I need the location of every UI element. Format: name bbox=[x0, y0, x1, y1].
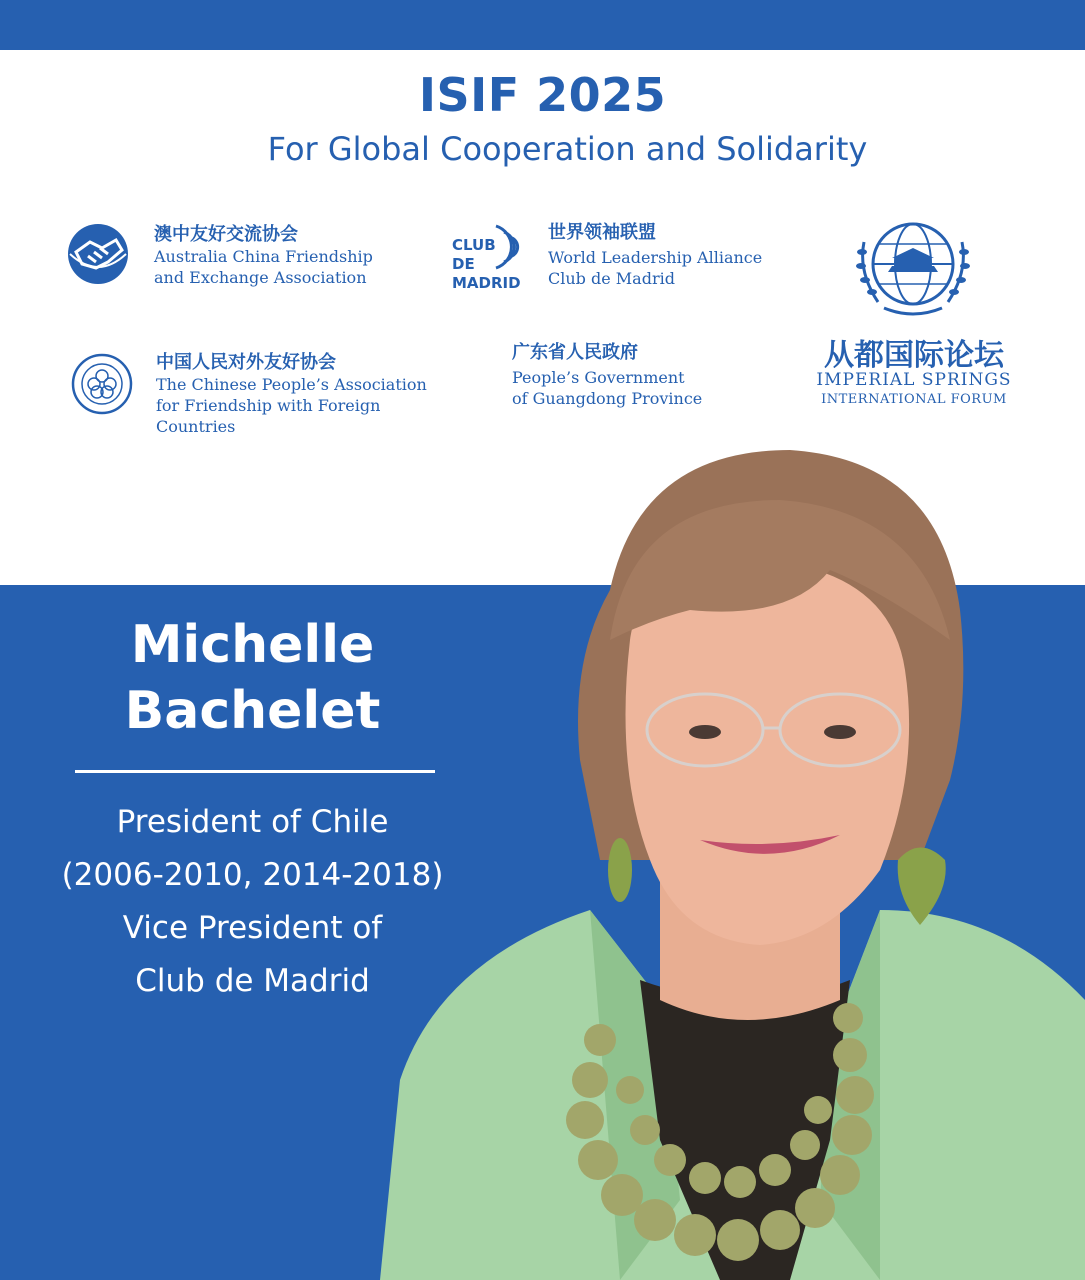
cpaffc-chinese-name: 中国人民对外友好协会 bbox=[156, 352, 336, 373]
acfea-chinese-name: 澳中友好交流协会 bbox=[154, 224, 298, 245]
speaker-role-line4: Club de Madrid bbox=[135, 963, 370, 999]
isif-english-line1: IMPERIAL SPRINGS bbox=[816, 370, 1012, 390]
cpaffc-seal-icon bbox=[70, 352, 134, 416]
speaker-role bbox=[20, 796, 485, 1008]
cpaffc-english-line2: for Friendship with Foreign Countries bbox=[156, 396, 381, 436]
handshake-globe-icon bbox=[66, 222, 130, 286]
speaker-role-line2: (2006-2010, 2014-2018) bbox=[61, 857, 444, 893]
isif-english-line2: INTERNATIONAL FORUM bbox=[821, 392, 1007, 407]
club-mark-line2: DE bbox=[452, 255, 475, 273]
guangdong-chinese-name: 广东省人民政府 bbox=[512, 342, 638, 363]
club-mark-line3: MADRID bbox=[452, 274, 521, 292]
club-english-line1: World Leadership Alliance bbox=[548, 248, 763, 267]
guangdong-government-logo bbox=[512, 342, 772, 409]
laurel-globe-pavilion-icon bbox=[854, 212, 972, 320]
acfea-english-line2: and Exchange Association bbox=[154, 268, 367, 287]
event-title: ISIF 2025 bbox=[418, 68, 667, 122]
club-mark-line1: CLUB bbox=[452, 236, 496, 254]
event-subtitle: For Global Cooperation and Solidarity bbox=[267, 130, 868, 168]
isif-chinese-name: 从都国际论坛 bbox=[824, 338, 1004, 373]
speaker-name bbox=[40, 612, 465, 744]
speaker-last-name: Bachelet bbox=[124, 681, 381, 741]
speaker-first-name: Michelle bbox=[130, 615, 375, 675]
top-banner-bar bbox=[0, 0, 1085, 50]
speaker-role-line1: President of Chile bbox=[116, 804, 389, 840]
speaker-role-line3: Vice President of bbox=[122, 910, 383, 946]
guangdong-english-line1: People’s Government bbox=[512, 368, 685, 387]
guangdong-english-line2: of Guangdong Province bbox=[512, 389, 703, 408]
cpaffc-english-line1: The Chinese People’s Association bbox=[156, 375, 427, 394]
name-divider bbox=[75, 770, 435, 773]
club-english-line2: Club de Madrid bbox=[548, 269, 675, 288]
club-chinese-name: 世界领袖联盟 bbox=[548, 222, 656, 243]
club-de-madrid-mark bbox=[452, 222, 532, 292]
acfea-english-line1: Australia China Friendship bbox=[154, 247, 373, 266]
